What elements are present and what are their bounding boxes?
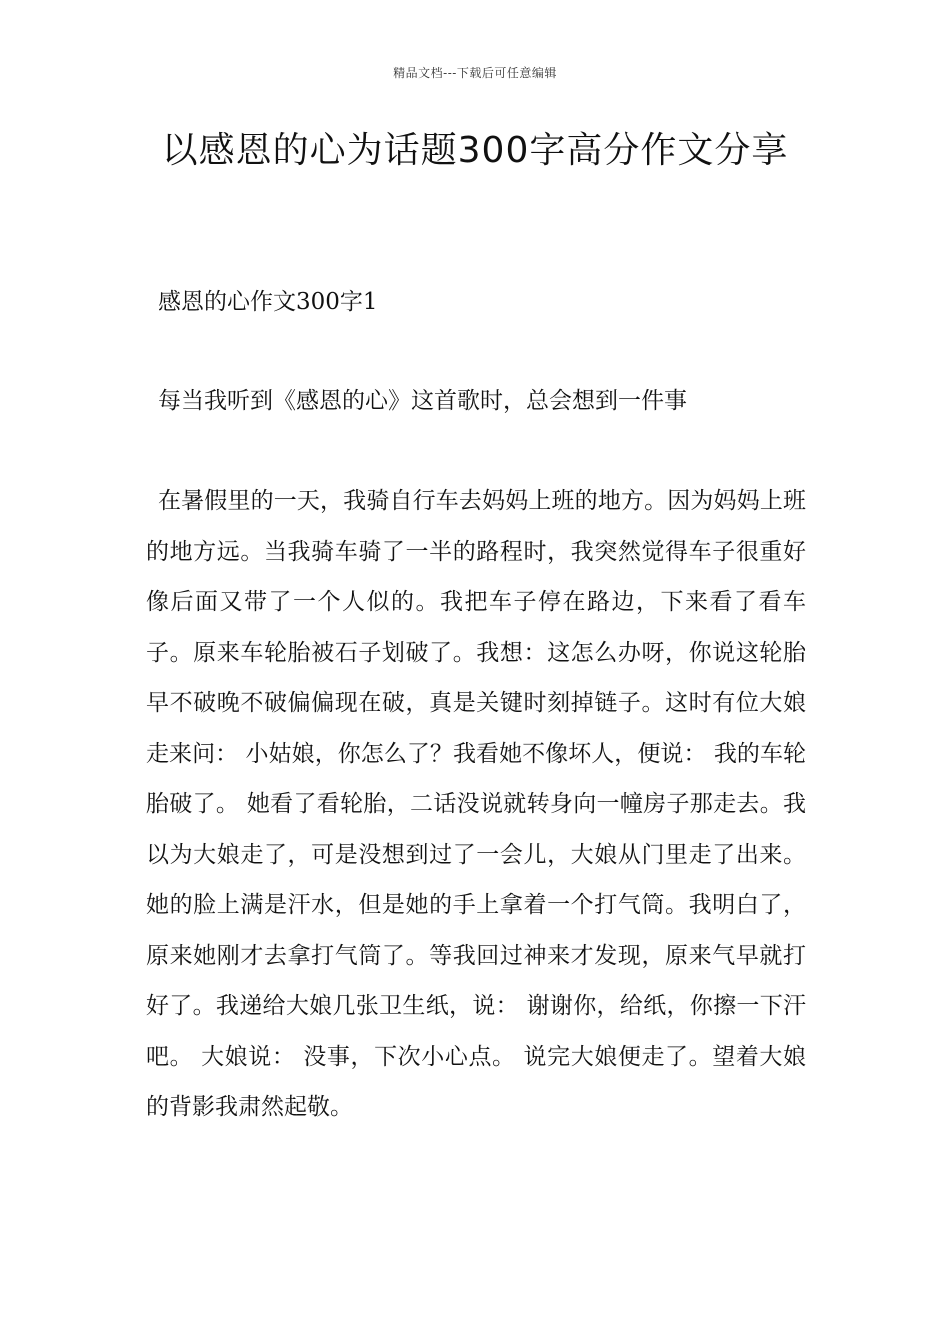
section-heading: 感恩的心作文300字1 (158, 289, 378, 315)
body-paragraph: 在暑假里的一天，我骑自行车去妈妈上班的地方。因为妈妈上班的地方远。当我骑车骑了一半的路程时，我突然觉得车子很重好像后面又带了一个人似的。我把车子停在路边，下来看了看车子。原来车轮胎被石子划破了。我想：这怎么办呀，你说这轮胎早不破晚不破偏偏现在破，真是关键时刻掉链子。这时有位大娘走来问： 小姑娘，你怎么了？我看她不像坏人，便说： 我的车轮胎破了。 她看了看轮胎，二话没说就转身向一幢房子那走去。我以为大娘走了，可是没想到过了一会儿，大娘从门里走了出来。她的脸上满是汗水，但是她的手上拿着一个打气筒。我明白了，原来她刚才去拿打气筒了。等我回过神来才发现，原来气早就打好了。我递给大娘几张卫生纸，说： 谢谢你，给纸，你擦一下汗吧。 大娘说： 没事，下次小心点。 说完大娘便走了。望着大娘的背影我肃然起敬。 (146, 488, 806, 1120)
document-title: 以感恩的心为话题300字高分作文分享 (161, 130, 789, 171)
document-header-note: 精品文档---下载后可任意编辑 (393, 66, 557, 80)
intro-line: 每当我听到《感恩的心》这首歌时，总会想到一件事 (158, 388, 687, 414)
